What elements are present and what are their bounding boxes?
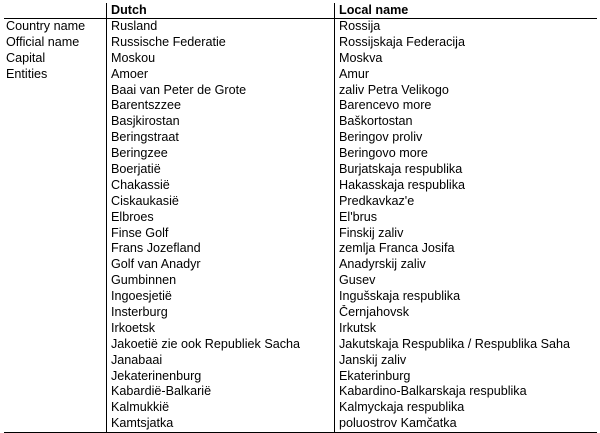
table-row [4, 51, 597, 67]
dutch-name-cell: Insterburg [106, 305, 334, 321]
header-cell-local-name: Local name [334, 3, 597, 18]
table-row [4, 353, 597, 369]
table-header-row [4, 3, 597, 19]
local-name-cell: Barencevo more [334, 98, 597, 114]
category-cell [4, 130, 106, 146]
local-name-cell: Beringov proliv [334, 130, 597, 146]
dutch-name-cell: Janabaai [106, 353, 334, 369]
local-name-cell: Rossijskaja Federacija [334, 35, 597, 51]
table-row [4, 146, 597, 162]
table-row [4, 114, 597, 130]
category-cell [4, 337, 106, 353]
dutch-name-cell: Barentszzee [106, 98, 334, 114]
table-row [4, 130, 597, 146]
local-name-cell: Janskij zaliv [334, 353, 597, 369]
local-name-cell: zemlja Franca Josifa [334, 241, 597, 257]
table-row [4, 226, 597, 242]
table-row [4, 162, 597, 178]
category-cell [4, 98, 106, 114]
local-name-cell: Finskij zaliv [334, 226, 597, 242]
category-cell [4, 162, 106, 178]
dutch-name-cell: Golf van Anadyr [106, 257, 334, 273]
dutch-name-cell: Beringzee [106, 146, 334, 162]
local-name-cell: Ingušskaja respublika [334, 289, 597, 305]
table-row [4, 337, 597, 353]
category-cell [4, 83, 106, 99]
category-cell [4, 384, 106, 400]
dutch-name-cell: Russische Federatie [106, 35, 334, 51]
dutch-name-cell: Frans Jozefland [106, 241, 334, 257]
table-row [4, 241, 597, 257]
table-row [4, 257, 597, 273]
category-cell [4, 400, 106, 416]
local-name-cell: Rossija [334, 19, 597, 35]
category-cell [4, 321, 106, 337]
category-cell: Country name [6, 19, 86, 33]
dutch-name-cell: Moskou [106, 51, 334, 67]
local-name-cell: Kabardino-Balkarskaja respublika [334, 384, 597, 400]
local-name-cell: Baškortostan [334, 114, 597, 130]
table-row [4, 19, 597, 35]
local-name-cell: Beringovo more [334, 146, 597, 162]
table-row [4, 384, 597, 400]
table-row [4, 98, 597, 114]
dutch-name-cell: Kamtsjatka [106, 416, 334, 432]
dutch-name-cell: Baai van Peter de Grote [106, 83, 334, 99]
local-name-cell: Moskva [334, 51, 597, 67]
local-name-cell: Hakasskaja respublika [334, 178, 597, 194]
names-table [4, 3, 597, 433]
category-cell [4, 194, 106, 210]
local-name-cell: El'brus [334, 210, 597, 226]
category-cell [4, 305, 106, 321]
dutch-name-cell: Elbroes [106, 210, 334, 226]
dutch-name-cell: Irkoetsk [106, 321, 334, 337]
table-body [4, 19, 597, 432]
local-name-cell: Ekaterinburg [334, 369, 597, 385]
table-row [4, 289, 597, 305]
category-cell [4, 416, 106, 432]
table-row [4, 400, 597, 416]
category-cell [4, 210, 106, 226]
local-name-cell: Černjahovsk [334, 305, 597, 321]
table-row [4, 369, 597, 385]
dutch-name-cell: Basjkirostan [106, 114, 334, 130]
dutch-name-cell: Finse Golf [106, 226, 334, 242]
table-row [4, 305, 597, 321]
dutch-name-cell: Amoer [106, 67, 334, 83]
local-name-cell: Gusev [334, 273, 597, 289]
category-cell: Official name [6, 34, 80, 49]
dutch-name-cell: Chakassië [106, 178, 334, 194]
table-row [4, 273, 597, 289]
category-cell [4, 226, 106, 242]
category-cell [4, 353, 106, 369]
header-cell-category [4, 3, 106, 18]
dutch-name-cell: Boerjatië [106, 162, 334, 178]
dutch-name-cell: Rusland [106, 19, 334, 35]
table-row [4, 67, 597, 83]
local-name-cell: Irkutsk [334, 321, 597, 337]
local-name-cell: poluostrov Kamčatka [334, 416, 597, 432]
table-row [4, 178, 597, 194]
local-name-cell: Burjatskaja respublika [334, 162, 597, 178]
dutch-name-cell: Gumbinnen [106, 273, 334, 289]
category-cell [4, 273, 106, 289]
category-cell [4, 241, 106, 257]
table-row [4, 416, 597, 432]
table-row [4, 35, 597, 51]
dutch-name-cell: Ciskaukasië [106, 194, 334, 210]
dutch-name-cell: Beringstraat [106, 130, 334, 146]
category-cell [4, 146, 106, 162]
table-row [4, 83, 597, 99]
table-row [4, 321, 597, 337]
local-name-cell: Amur [334, 67, 597, 83]
category-cell [4, 114, 106, 130]
dutch-name-cell: Kalmukkië [106, 400, 334, 416]
local-name-cell: Predkavkaz'e [334, 194, 597, 210]
local-name-cell: Anadyrskij zaliv [334, 257, 597, 273]
local-name-cell: Jakutskaja Respublika / Respublika Saha [334, 337, 597, 353]
category-cell: Entities [6, 66, 48, 81]
category-cell [4, 289, 106, 305]
category-cell [4, 257, 106, 273]
category-cell [4, 369, 106, 385]
category-cell [4, 178, 106, 194]
dutch-name-cell: Jekaterinenburg [106, 369, 334, 385]
table-row [4, 194, 597, 210]
table-row [4, 210, 597, 226]
header-cell-dutch: Dutch [106, 3, 334, 18]
local-name-cell: Kalmyckaja respublika [334, 400, 597, 416]
local-name-cell: zaliv Petra Velikogo [334, 83, 597, 99]
dutch-name-cell: Kabardië-Balkarië [106, 384, 334, 400]
dutch-name-cell: Ingoesjetië [106, 289, 334, 305]
category-cell: Capital [6, 50, 46, 65]
dutch-name-cell: Jakoetië zie ook Republiek Sacha [106, 337, 334, 353]
